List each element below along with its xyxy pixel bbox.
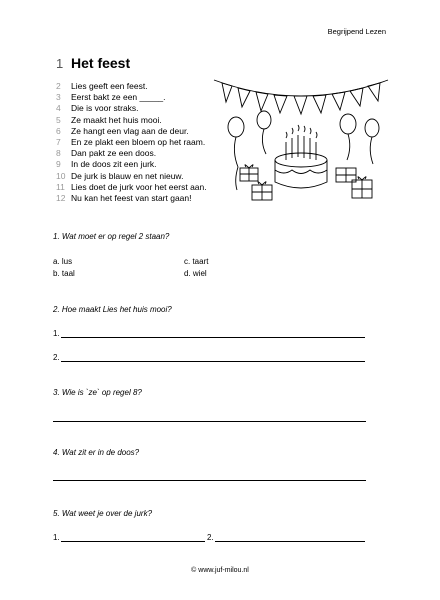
line-text: In de doos zit een jurk.	[71, 159, 157, 170]
q1-option-d[interactable]: d. wiel	[184, 269, 207, 278]
line-text: Ze hangt een vlag aan de deur.	[71, 125, 189, 136]
balloon-mid-left	[257, 111, 271, 154]
story-line	[56, 92, 207, 103]
line-number: 4	[56, 103, 61, 114]
q1-option-b[interactable]: b. taal	[53, 269, 75, 278]
story-line	[56, 115, 207, 126]
story-line	[56, 137, 207, 148]
line-text: De jurk is blauw en net nieuw.	[71, 170, 184, 181]
line-text: Dan pakt ze een doos.	[71, 148, 157, 159]
line-number: 12	[56, 192, 66, 203]
line-number: 5	[56, 114, 61, 125]
question-2: 2. Hoe maakt Lies het huis mooi?	[53, 305, 172, 314]
line-text: Ze maakt het huis mooi.	[71, 114, 162, 125]
line-number: 11	[56, 181, 65, 192]
answer-line[interactable]	[215, 533, 365, 542]
answer-line[interactable]	[61, 533, 205, 542]
line-number: 8	[56, 148, 61, 159]
present-center-left	[252, 182, 272, 200]
answer-number: 1.	[53, 533, 60, 542]
q2-answer-2[interactable]	[53, 353, 365, 362]
page-title: Het feest	[71, 55, 131, 71]
q5-answer-1[interactable]	[53, 533, 205, 542]
answer-line[interactable]	[61, 353, 365, 362]
story-line	[56, 81, 207, 92]
balloon-mid-right	[340, 114, 356, 160]
title-number: 1	[56, 56, 64, 71]
bunting-flags	[214, 80, 388, 114]
q1-option-c[interactable]: c. taart	[184, 257, 209, 266]
q2-answer-1[interactable]	[53, 329, 365, 338]
line-text: Nu kan het feest van start gaan!	[71, 192, 192, 203]
story-line	[56, 193, 207, 204]
story-line	[56, 148, 207, 159]
story-lines	[56, 81, 207, 204]
story-line	[56, 126, 207, 137]
present-left	[240, 165, 258, 181]
answer-number: 2.	[207, 533, 214, 542]
answer-number: 2.	[53, 353, 60, 362]
q1-option-a[interactable]: a. lus	[53, 257, 73, 266]
header-label: Begrijpend Lezen	[327, 27, 386, 36]
answer-line[interactable]	[61, 329, 365, 338]
line-text: Eerst bakt ze een _____.	[71, 92, 166, 103]
story-line	[56, 171, 207, 182]
balloon-left	[228, 117, 244, 190]
answer-number: 1.	[53, 329, 60, 338]
present-right	[336, 168, 372, 198]
balloon-right	[365, 119, 379, 164]
line-text: Lies geeft een feest.	[71, 81, 148, 91]
line-number: 3	[56, 92, 61, 103]
q3-answer-line[interactable]	[53, 421, 366, 422]
line-number: 7	[56, 136, 61, 147]
line-text: En ze plakt een bloem op het raam.	[71, 136, 206, 147]
q5-answer-2[interactable]	[207, 533, 365, 542]
line-text: Lies doet de jurk voor het eerst aan.	[71, 181, 207, 192]
line-number: 9	[56, 159, 61, 170]
line-number: 10	[56, 170, 66, 181]
party-illustration	[212, 72, 390, 210]
line-number: 2	[56, 81, 61, 91]
question-1: 1. Wat moet er op regel 2 staan?	[53, 232, 170, 241]
q4-answer-line[interactable]	[53, 480, 366, 481]
birthday-cake	[275, 125, 327, 188]
story-line	[56, 159, 207, 170]
question-4: 4. Wat zit er in de doos?	[53, 448, 140, 457]
story-line	[56, 103, 207, 114]
footer-copyright: © www.juf-milou.nl	[191, 567, 249, 574]
question-5: 5. Wat weet je over de jurk?	[53, 509, 153, 518]
title-row	[56, 55, 130, 71]
story-line	[56, 182, 207, 193]
question-3: 3. Wie is `ze` op regel 8?	[53, 388, 142, 397]
line-text: Die is voor straks.	[71, 103, 139, 114]
line-number: 6	[56, 125, 61, 136]
